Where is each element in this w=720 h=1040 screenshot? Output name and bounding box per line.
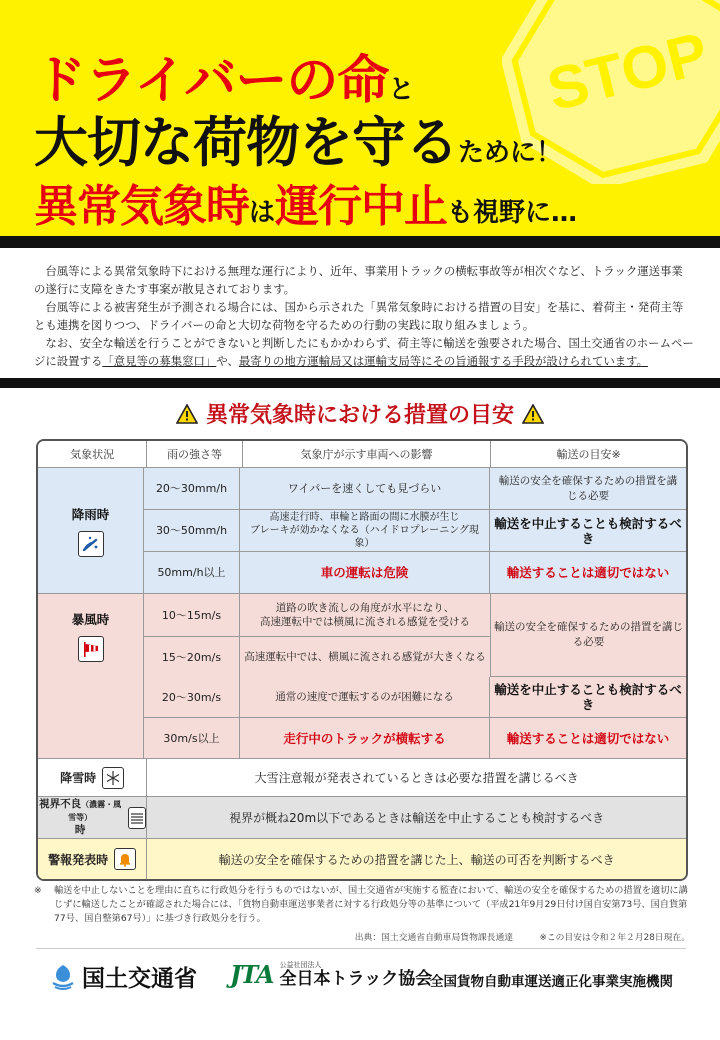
footnote-text: 輸送を中止しないことを理由に直ちに行政処分を行うものではないが、国土交通省が実施する監査において、輸送の安全を確保するための措置を適切に講じずに輸送したことが確認された場合には、「貨物自動車運送事業者に対する行政処分等の基準について（平成21年9月29日付け国自安第73号、国自貨第77号、国自整第67号）」に基づき行政処分を行う。 bbox=[54, 885, 688, 924]
snow-category bbox=[38, 759, 147, 796]
snow-text: 大雪注意報が発表されているときは必要な措置を講じるべき bbox=[254, 771, 579, 785]
wind-effect-1a: 道路の吹き流しの角度が水平になり、 bbox=[275, 602, 455, 614]
header-intensity: 雨の強さ等 bbox=[147, 441, 242, 467]
table-row bbox=[144, 594, 490, 637]
headline-consider: も視野に… bbox=[447, 198, 578, 228]
headline-for: ために！ bbox=[458, 138, 563, 168]
rain-effect-2 bbox=[240, 510, 490, 551]
snow-row bbox=[38, 759, 686, 797]
jta-logo bbox=[230, 960, 432, 989]
windsock-icon bbox=[78, 636, 104, 662]
rain-rows bbox=[144, 468, 686, 593]
table-title bbox=[0, 398, 720, 432]
visibility-label-1: 視界不良 bbox=[39, 798, 82, 810]
visibility-category bbox=[38, 797, 147, 838]
wind-intensity-2: 15～20m/s bbox=[144, 637, 240, 677]
rain-effect-3: 車の運転は危険 bbox=[240, 552, 490, 593]
header-divider bbox=[0, 236, 720, 248]
rain-group bbox=[38, 468, 686, 594]
wind-effect-1 bbox=[240, 594, 490, 636]
headline-stop-operation: 運行中止 bbox=[275, 181, 448, 232]
rain-intensity-1: 20～30mm/h bbox=[144, 468, 240, 509]
rain-category bbox=[38, 468, 144, 593]
table-row bbox=[144, 552, 686, 593]
snowflake-icon bbox=[102, 767, 124, 789]
rain-guide-3: 輸送することは適切ではない bbox=[506, 565, 670, 580]
table-row bbox=[144, 637, 490, 677]
jta-mark: JTA bbox=[230, 960, 274, 989]
wind-category bbox=[38, 594, 144, 677]
rain-guide-2: 輸送を中止することも検討するべき bbox=[494, 515, 682, 546]
intro-paragraph-3 bbox=[34, 334, 694, 370]
source-text: 出典：国土交通省自動車局貨物課長通達 bbox=[354, 933, 514, 943]
headline-ha: は bbox=[249, 198, 276, 228]
wiper-icon bbox=[78, 531, 104, 557]
headline-abnormal-weather: 異常気象時 bbox=[34, 181, 249, 232]
intro-p3-a: なお、安全な輸送を行うことができないと判断したにもかかわらず、荷主等に輸送を強要された場合、国土交通省のホームページに設置する bbox=[34, 336, 694, 368]
wind-guide-top: 輸送の安全を確保するための措置を講じる必要 bbox=[490, 594, 686, 677]
visibility-label-small: （濃霧・風雪等） bbox=[68, 800, 122, 822]
jta-name-stack bbox=[280, 961, 433, 989]
header-weather: 気象状況 bbox=[38, 441, 147, 467]
headline-protect-cargo: 大切な荷物を守る bbox=[34, 111, 458, 174]
opinion-window-link: 「意見等の募集窓口」 bbox=[102, 354, 217, 368]
mlit-logo bbox=[50, 960, 197, 993]
footnote bbox=[34, 884, 694, 926]
warning-category bbox=[38, 839, 147, 879]
table-row bbox=[144, 677, 686, 718]
warning-label: 警報発表時 bbox=[48, 852, 109, 867]
jta-sub: 公益社団法人 bbox=[279, 960, 322, 969]
warning-icon bbox=[176, 404, 198, 424]
warning-row bbox=[38, 839, 686, 879]
visibility-text: 視界が概ね20m以下であるときは輸送を中止することも検討するべき bbox=[229, 811, 605, 825]
mlit-name: 国土交通省 bbox=[82, 966, 197, 992]
table-row bbox=[144, 510, 686, 552]
warning-icon bbox=[522, 404, 544, 424]
rain-effect-2a: 高速走行時、車輪と路面の間に水膜が生じ bbox=[269, 512, 460, 523]
source-line bbox=[0, 930, 690, 943]
intro-p3-underlined: 最寄りの地方運輸局又は運輸支局等にその旨通報する手段が設けられています。 bbox=[238, 354, 648, 368]
rain-label: 降雨時 bbox=[71, 506, 110, 522]
wind-category-spacer bbox=[38, 677, 144, 758]
footer-divider bbox=[36, 948, 686, 949]
header-guide: 輸送の目安※ bbox=[491, 441, 686, 467]
warning-text: 輸送の安全を確保するための措置を講じた上、輸送の可否を判断するべき bbox=[218, 852, 615, 867]
intro-text bbox=[34, 262, 694, 370]
footnote-mark: ※ bbox=[34, 885, 42, 896]
wind-effect-3: 通常の速度で運転するのが困難になる bbox=[240, 677, 490, 717]
stop-text: STOP bbox=[540, 19, 715, 124]
visibility-label-2: 時 bbox=[74, 824, 86, 836]
visibility-row bbox=[38, 797, 686, 839]
mlit-emblem-icon bbox=[50, 963, 76, 991]
wind-intensity-4: 30m/s以上 bbox=[144, 718, 240, 758]
snow-label: 降雪時 bbox=[60, 771, 97, 785]
wind-effect-1b: 高速運転中では横風に流される感覚を受ける bbox=[260, 616, 470, 628]
wind-effect-2: 高速運転中では、横風に流される感覚が大きくなる bbox=[244, 650, 486, 663]
rain-intensity-3: 50mm/h以上 bbox=[144, 552, 240, 593]
wind-group bbox=[38, 594, 686, 678]
wind-rows bbox=[144, 594, 686, 677]
wind-guide-4: 輸送することは適切ではない bbox=[506, 730, 670, 746]
table-row bbox=[144, 718, 686, 758]
headline-line3 bbox=[34, 170, 577, 234]
intro-divider bbox=[0, 378, 720, 388]
as-of-date: ※この目安は令和２年２月28日現在。 bbox=[539, 933, 690, 943]
wind-rows-lower bbox=[144, 677, 686, 758]
wind-effect-4: 走行中のトラックが横転する bbox=[240, 718, 490, 758]
table-title-text: 異常気象時における措置の目安 bbox=[205, 403, 514, 428]
wind-label: 暴風時 bbox=[71, 611, 110, 627]
fog-icon bbox=[128, 807, 146, 829]
rain-effect-2b: ブレーキが効かなくなる（ハイドロプレーニング現象） bbox=[250, 525, 479, 549]
wind-intensity-1: 10～15m/s bbox=[144, 594, 240, 636]
jta-name: 全日本トラック協会 bbox=[279, 968, 433, 989]
wind-left-cols bbox=[144, 594, 490, 677]
headline-line2 bbox=[34, 100, 562, 177]
rain-intensity-2: 30～50mm/h bbox=[144, 510, 240, 551]
measures-table bbox=[36, 439, 688, 881]
wind-guide-3: 輸送を中止することも検討するべき bbox=[494, 682, 682, 712]
visibility-label bbox=[38, 798, 122, 837]
header-banner bbox=[0, 0, 720, 248]
table-header-row bbox=[38, 441, 686, 468]
table-row bbox=[144, 468, 686, 510]
intro-p3-b: や、 bbox=[216, 354, 239, 368]
headline-and: と bbox=[388, 75, 415, 105]
rain-effect-1: ワイパーを速くしても見づらい bbox=[240, 468, 490, 509]
header-effect: 気象庁が示す車両への影響 bbox=[243, 441, 491, 467]
wind-intensity-3: 20～30m/s bbox=[144, 677, 240, 717]
headline-driver-life: ドライバーの命 bbox=[34, 51, 389, 111]
intro-paragraph-2: 台風等による被害発生が予測される場合には、国から示された「異常気象時における措置の目安」を基に、着荷主・発荷主等とも連携を図りつつ、ドライバーの命と大切な荷物を守るための行動の実践に取り組みましょう。 bbox=[34, 300, 684, 332]
rain-guide-1: 輸送の安全を確保するための措置を講じる必要 bbox=[498, 474, 678, 502]
org-name: 全国貨物自動車運送適正化事業実施機関 bbox=[430, 974, 673, 990]
intro-paragraph-1: 台風等による異常気象時下における無理な運行により、近年、事業用トラックの横転事故等が相次ぐなど、トラック運送事業の遂行に支障をきたす事案が散見されております。 bbox=[34, 264, 683, 296]
bell-icon bbox=[114, 848, 136, 870]
